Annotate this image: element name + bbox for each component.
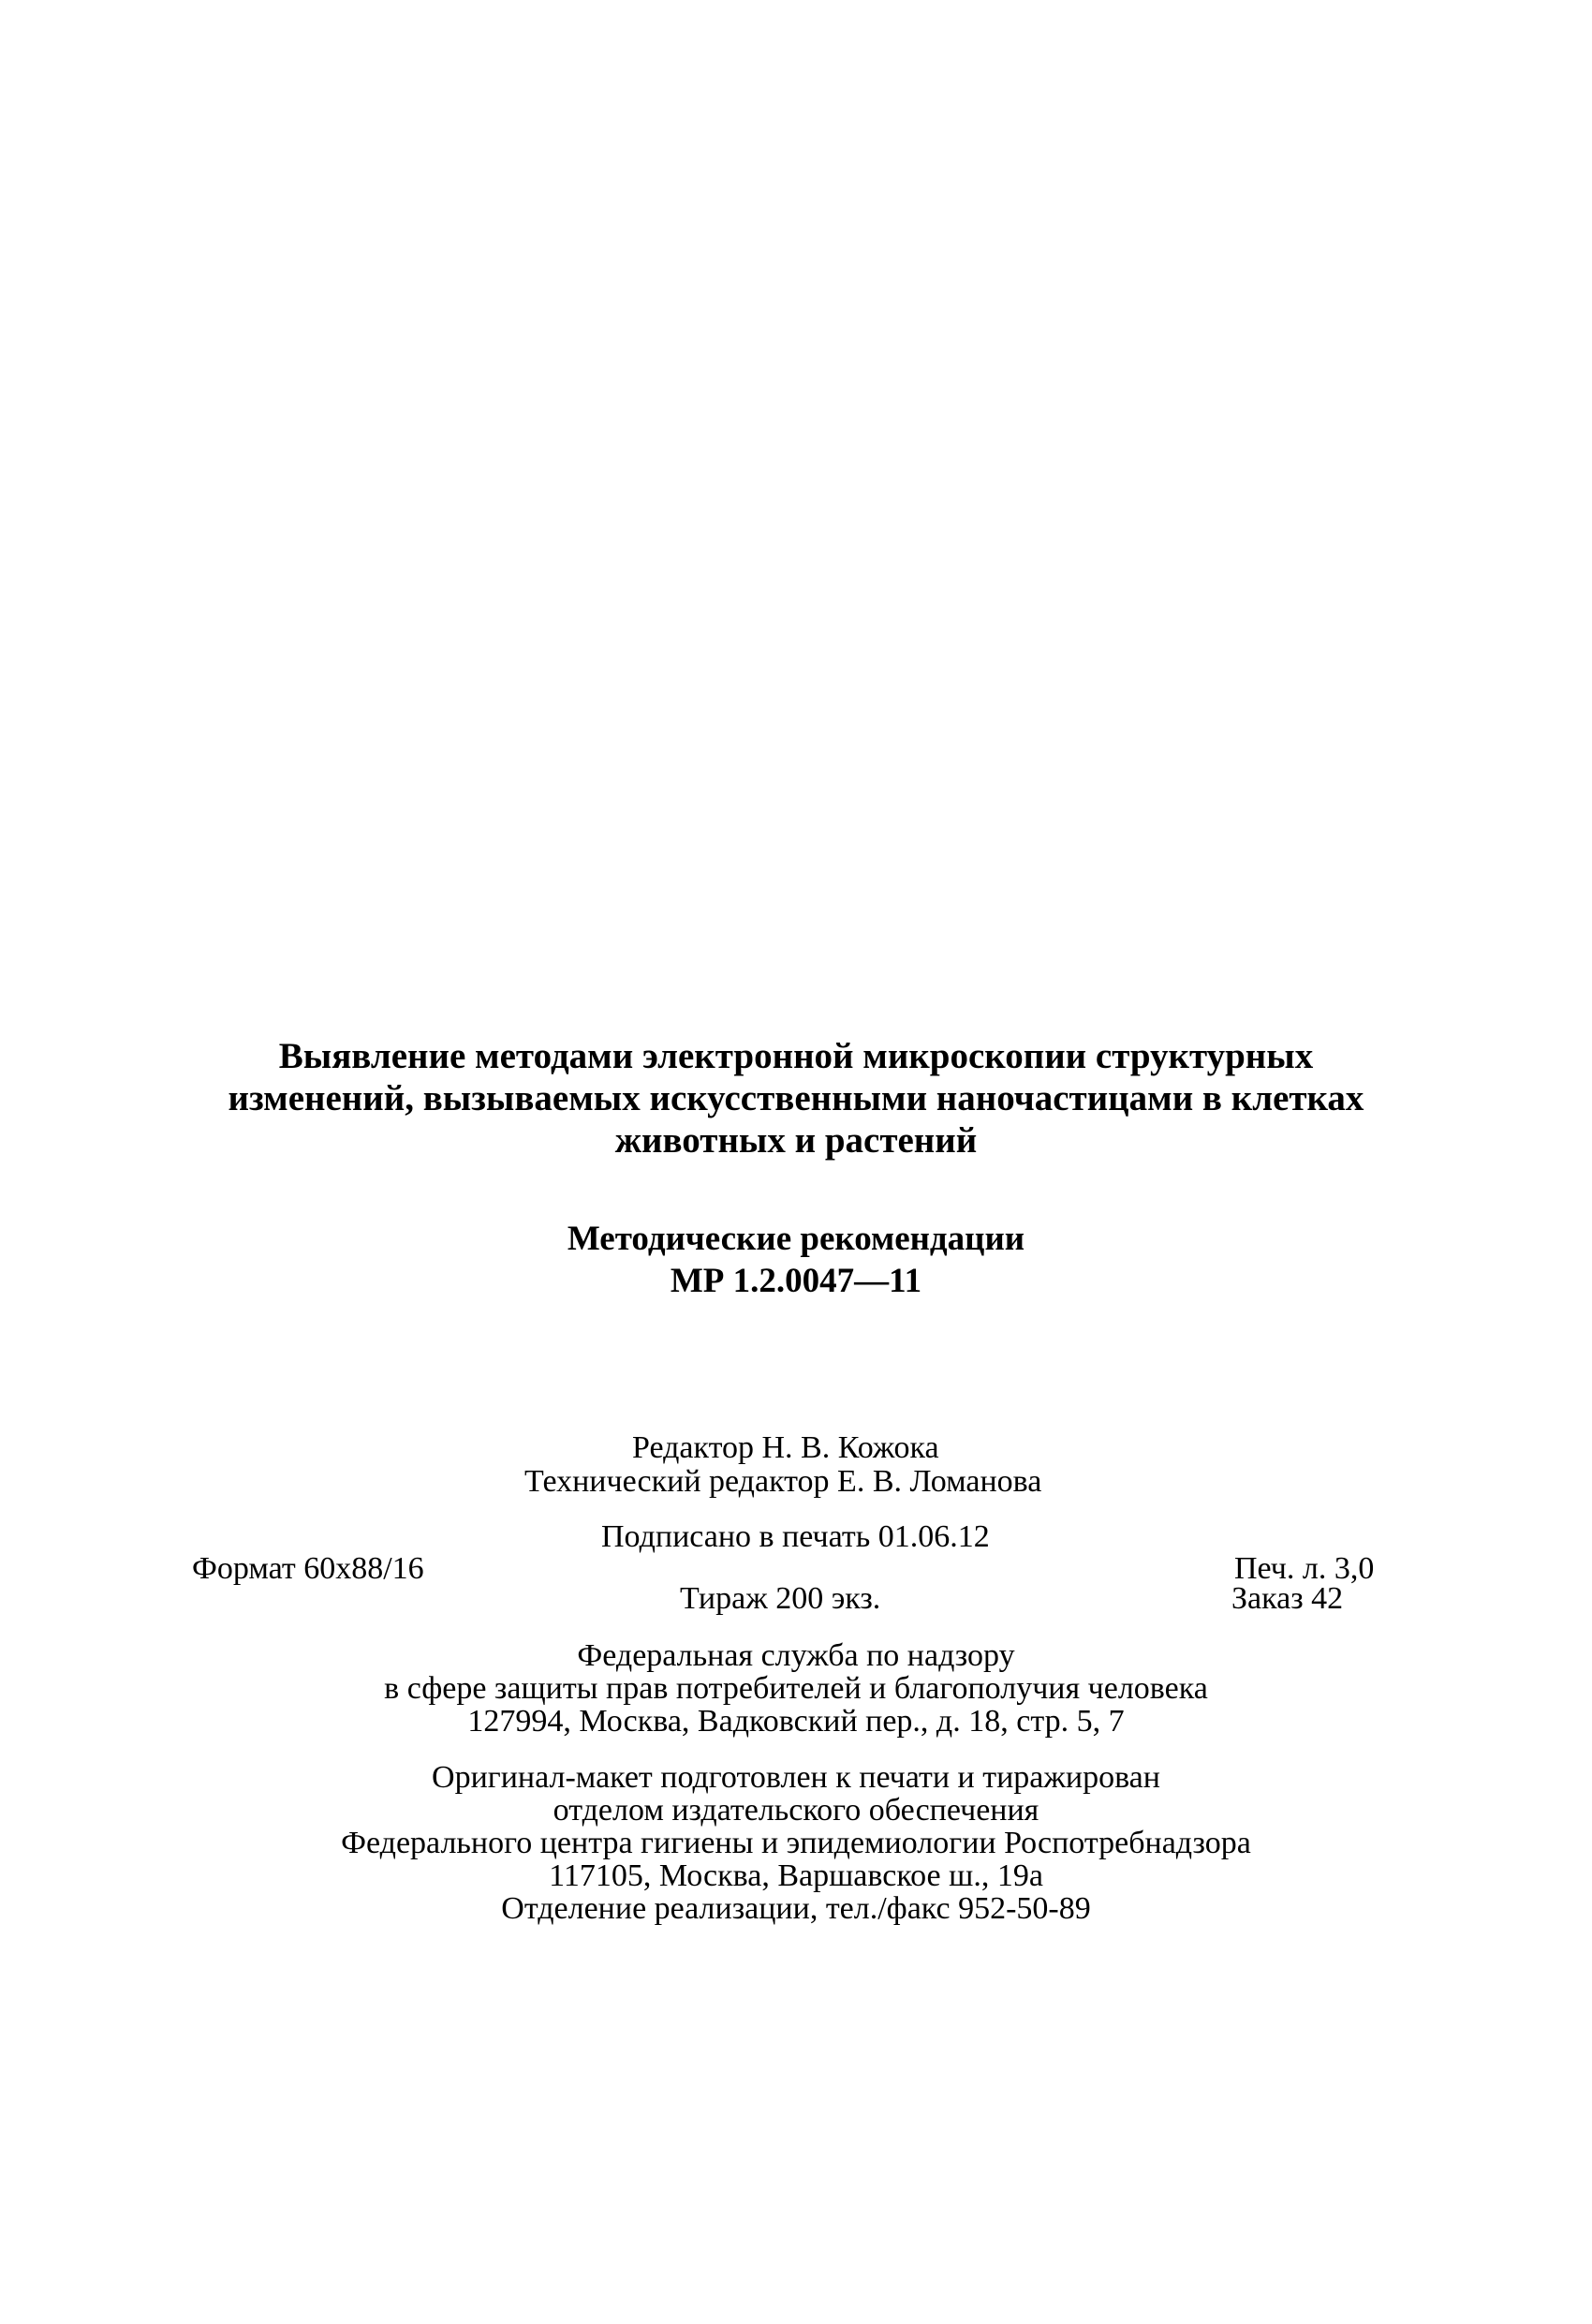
title-line-1: Выявление методами электронной микроскопии структурных [278, 1036, 1314, 1076]
publisher-line-1: Федеральная служба по надзору [577, 1638, 1015, 1673]
printer-line-3: Федерального центра гигиены и эпидемиологии Роспотребнадзора [341, 1826, 1251, 1860]
editor-line: Редактор Н. В. Кожока [632, 1430, 939, 1465]
order-line: Заказ 42 [1231, 1581, 1344, 1616]
title-line-2: изменений, вызываемых искусственными наночастицами в клетках [228, 1078, 1364, 1118]
signed-line: Подписано в печать 01.06.12 [601, 1519, 990, 1554]
printer-line-1: Оригинал-макет подготовлен к печати и тиражирован [432, 1760, 1160, 1795]
printer-sales-contact: Отделение реализации, тел./факс 952-50-89 [501, 1891, 1091, 1926]
document-type-block [0, 1218, 1592, 1302]
print-sheets-line: Печ. л. 3,0 [1234, 1551, 1375, 1586]
circulation-line: Тираж 200 экз. [680, 1581, 881, 1616]
document-type: Методические рекомендации [567, 1220, 1025, 1258]
tech-editor-line: Технический редактор Е. В. Ломанова [524, 1464, 1042, 1499]
document-title [0, 1035, 1592, 1162]
printer-address: 117105, Москва, Варшавское ш., 19а [549, 1858, 1043, 1893]
printer-line-2: отделом издательского обеспечения [553, 1793, 1039, 1828]
publisher-address: 127994, Москва, Вадковский пер., д. 18, стр. 5, 7 [467, 1704, 1125, 1739]
document-number: МР 1.2.0047—11 [670, 1262, 922, 1300]
title-line-3: животных и растений [614, 1120, 978, 1161]
publisher-line-2: в сфере защиты прав потребителей и благополучия человека [384, 1671, 1208, 1706]
format-line: Формат 60х88/16 [192, 1551, 424, 1586]
